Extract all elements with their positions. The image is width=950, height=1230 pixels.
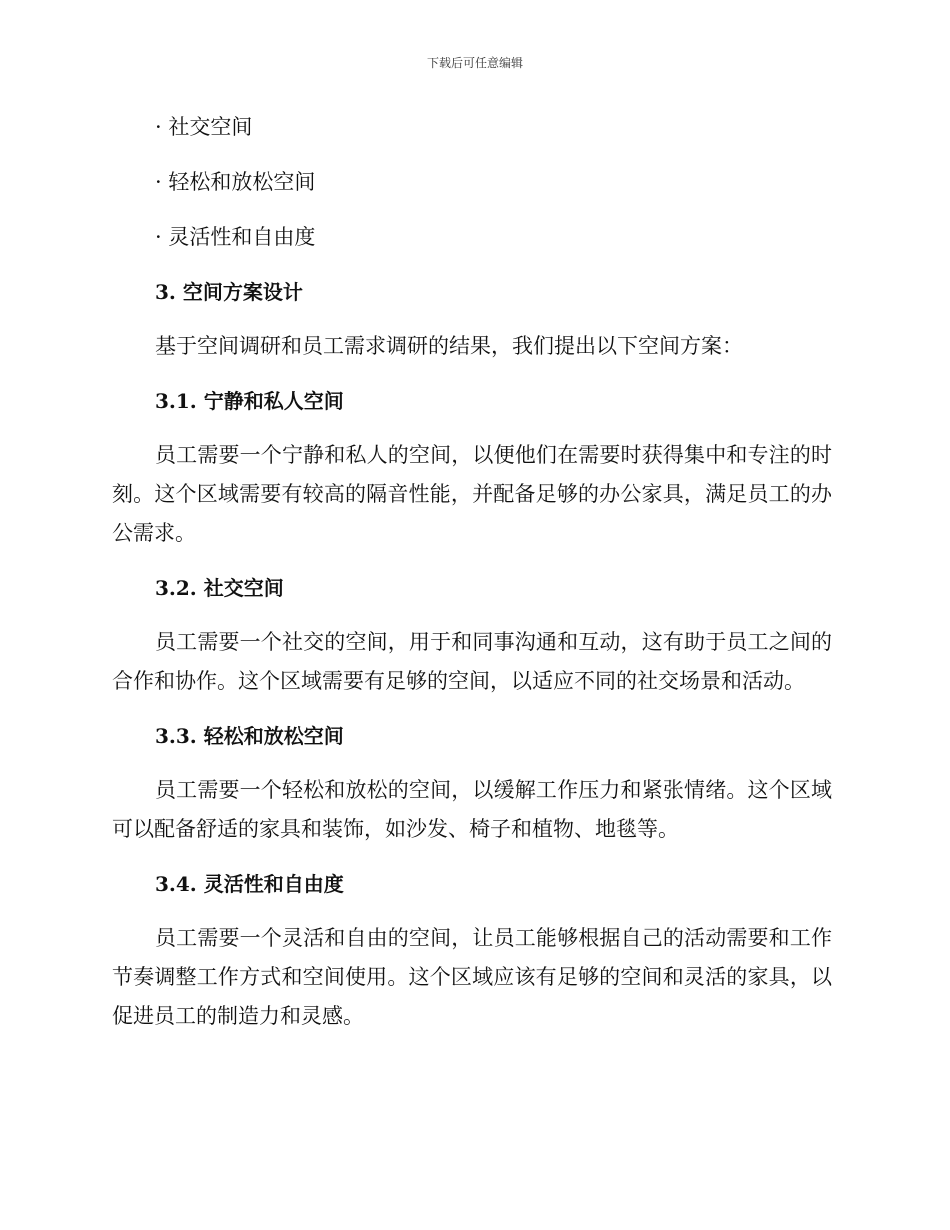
subsection-heading: 3.1. 宁静和私人空间 — [155, 389, 344, 413]
subsection-body: 员工需要一个宁静和私人的空间，以便他们在需要时获得集中和专注的时刻。这个区域需要有较高的隔音性能，并配备足够的办公家具，满足员工的办公需求。 — [112, 443, 832, 545]
subsection-body: 员工需要一个灵活和自由的空间，让员工能够根据自己的活动需要和工作节奏调整工作方式和空间使用。这个区域应该有足够的空间和灵活的家具，以促进员工的制造力和灵感。 — [112, 926, 832, 1028]
page-header: 下载后可任意编辑 — [426, 56, 523, 70]
section-heading: 3. 空间方案设计 — [155, 280, 303, 304]
subsection-body: 员工需要一个轻松和放松的空间，以缓解工作压力和紧张情绪。这个区域可以配备舒适的家具和装饰，如沙发、椅子和植物、地毯等。 — [112, 778, 832, 841]
subsection-heading: 3.3. 轻松和放松空间 — [155, 724, 344, 748]
bullet-item: · 轻松和放松空间 — [155, 170, 316, 194]
section-intro: 基于空间调研和员工需求调研的结果，我们提出以下空间方案： — [155, 334, 743, 358]
document-body — [112, 108, 832, 1052]
bullet-item: · 灵活性和自由度 — [155, 225, 316, 249]
subsection-heading: 3.2. 社交空间 — [155, 576, 284, 600]
subsection-heading: 3.4. 灵活性和自由度 — [155, 872, 344, 896]
subsection-body: 员工需要一个社交的空间，用于和同事沟通和互动，这有助于员工之间的合作和协作。这个区域需要有足够的空间，以适应不同的社交场景和活动。 — [112, 630, 832, 693]
bullet-item: · 社交空间 — [155, 115, 253, 139]
